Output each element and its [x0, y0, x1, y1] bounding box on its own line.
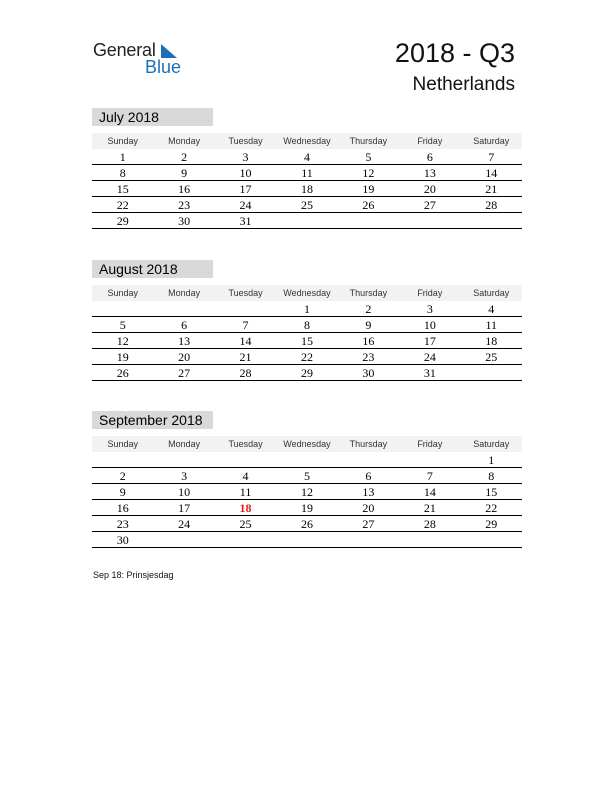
day-cell: 14 [423, 485, 436, 499]
day-cell: 1 [303, 302, 310, 316]
day-cell: 14 [239, 334, 252, 348]
day-cell: 10 [178, 485, 191, 499]
day-cell: 15 [300, 334, 313, 348]
day-cell: 15 [485, 485, 498, 499]
day-cell: 30 [116, 533, 129, 547]
weekday-label: Saturday [473, 136, 510, 146]
weekday-label: Sunday [107, 439, 138, 449]
day-cell: 8 [303, 318, 310, 332]
day-cell [399, 532, 460, 547]
day-cell [338, 532, 399, 547]
week-rows [92, 149, 522, 229]
day-cell: 3 [242, 150, 249, 164]
day-cell: 22 [300, 350, 313, 364]
week-row [92, 516, 522, 532]
day-cell: 26 [116, 366, 129, 380]
day-cell: 29 [300, 366, 313, 380]
day-cell: 30 [178, 214, 191, 228]
month-block-august [92, 260, 522, 381]
month-title: July 2018 [92, 108, 213, 126]
day-cell: 2 [181, 150, 188, 164]
day-cell: 17 [178, 501, 191, 515]
day-cell [153, 452, 214, 467]
week-row [92, 333, 522, 349]
day-cell: 25 [239, 517, 252, 531]
day-cell [153, 532, 214, 547]
country-name: Netherlands [412, 74, 515, 95]
day-cell: 28 [423, 517, 436, 531]
day-cell [399, 213, 460, 228]
day-cell: 25 [300, 198, 313, 212]
day-cell: 21 [239, 350, 252, 364]
weekday-label: Friday [417, 136, 443, 146]
day-cell: 13 [423, 166, 436, 180]
day-cell: 27 [362, 517, 375, 531]
weekday-header [92, 285, 522, 301]
day-cell: 24 [423, 350, 436, 364]
day-cell [215, 301, 276, 316]
month-block-september [92, 411, 522, 548]
day-cell: 4 [242, 469, 249, 483]
day-cell: 13 [362, 485, 375, 499]
day-cell: 26 [362, 198, 375, 212]
day-cell [215, 452, 276, 467]
weekday-label: Thursday [349, 136, 388, 146]
weekday-label: Thursday [349, 439, 388, 449]
day-cell: 12 [362, 166, 375, 180]
weekday-label: Monday [168, 439, 201, 449]
day-cell: 23 [116, 517, 129, 531]
day-cell [215, 532, 276, 547]
day-cell: 7 [242, 318, 249, 332]
weekday-label: Friday [417, 439, 443, 449]
week-row [92, 149, 522, 165]
day-cell: 31 [239, 214, 252, 228]
week-row [92, 165, 522, 181]
day-cell: 9 [119, 485, 126, 499]
day-cell [338, 452, 399, 467]
day-cell: 17 [239, 182, 252, 196]
holiday-day-cell: 18 [239, 501, 252, 515]
day-cell: 27 [423, 198, 436, 212]
day-cell [399, 452, 460, 467]
day-cell: 18 [485, 334, 498, 348]
weekday-label: Tuesday [228, 136, 263, 146]
day-cell: 27 [178, 366, 191, 380]
day-cell: 21 [485, 182, 498, 196]
day-cell: 16 [116, 501, 129, 515]
weekday-label: Thursday [349, 288, 388, 298]
day-cell: 6 [365, 469, 372, 483]
day-cell: 5 [303, 469, 310, 483]
day-cell: 22 [485, 501, 498, 515]
weekday-label: Sunday [107, 288, 138, 298]
weekday-label: Friday [417, 288, 443, 298]
weekday-label: Saturday [473, 439, 510, 449]
day-cell: 17 [423, 334, 436, 348]
generalblue-logo [93, 40, 193, 80]
day-cell: 22 [116, 198, 129, 212]
day-cell: 8 [488, 469, 495, 483]
day-cell: 2 [365, 302, 372, 316]
day-cell: 6 [181, 318, 188, 332]
week-row [92, 484, 522, 500]
holiday-note: Sep 18: Prinsjesdag [93, 570, 174, 580]
weekday-label: Saturday [473, 288, 510, 298]
weekday-label: Wednesday [283, 136, 331, 146]
day-cell: 8 [119, 166, 126, 180]
day-cell: 7 [426, 469, 433, 483]
weekday-header [92, 436, 522, 452]
week-row [92, 197, 522, 213]
day-cell: 23 [362, 350, 375, 364]
day-cell: 19 [300, 501, 313, 515]
day-cell [276, 213, 337, 228]
day-cell: 9 [181, 166, 188, 180]
day-cell: 15 [116, 182, 129, 196]
logo-text-blue: Blue [145, 57, 182, 77]
day-cell [461, 532, 522, 547]
week-rows [92, 452, 522, 548]
month-title: September 2018 [92, 411, 213, 429]
weekday-label: Monday [168, 288, 201, 298]
day-cell [276, 532, 337, 547]
weekday-label: Wednesday [283, 288, 331, 298]
weekday-label: Tuesday [228, 439, 263, 449]
day-cell: 23 [178, 198, 191, 212]
day-cell: 25 [485, 350, 498, 364]
day-cell: 5 [119, 318, 126, 332]
day-cell: 29 [116, 214, 129, 228]
day-cell [276, 452, 337, 467]
day-cell: 11 [301, 166, 313, 180]
week-rows [92, 301, 522, 381]
week-row [92, 317, 522, 333]
day-cell: 12 [300, 485, 313, 499]
day-cell: 16 [178, 182, 191, 196]
day-cell: 6 [426, 150, 433, 164]
day-cell: 19 [362, 182, 375, 196]
day-cell: 13 [178, 334, 191, 348]
day-cell: 24 [239, 198, 252, 212]
day-cell [461, 365, 522, 380]
day-cell: 14 [485, 166, 498, 180]
day-cell [92, 301, 153, 316]
day-cell: 4 [488, 302, 495, 316]
day-cell [461, 213, 522, 228]
day-cell: 19 [116, 350, 129, 364]
month-block-july [92, 108, 522, 229]
day-cell: 18 [300, 182, 313, 196]
day-cell: 11 [485, 318, 498, 332]
week-row [92, 468, 522, 484]
day-cell: 9 [365, 318, 372, 332]
day-cell: 3 [426, 302, 433, 316]
week-row [92, 349, 522, 365]
day-cell: 7 [488, 150, 495, 164]
month-title: August 2018 [92, 260, 213, 278]
day-cell: 11 [239, 485, 252, 499]
weekday-label: Tuesday [228, 288, 263, 298]
day-cell: 5 [365, 150, 372, 164]
day-cell: 1 [488, 453, 495, 467]
day-cell [92, 452, 153, 467]
day-cell: 3 [181, 469, 188, 483]
day-cell [338, 213, 399, 228]
day-cell: 29 [485, 517, 498, 531]
week-row [92, 181, 522, 197]
day-cell: 31 [423, 366, 436, 380]
page-title: 2018 - Q3 [394, 38, 515, 68]
day-cell: 10 [423, 318, 436, 332]
week-row [92, 452, 522, 468]
week-row [92, 500, 522, 516]
day-cell: 30 [362, 366, 375, 380]
weekday-header [92, 133, 522, 149]
day-cell: 20 [178, 350, 191, 364]
week-row [92, 532, 522, 548]
logo-text-general: General [93, 40, 156, 60]
day-cell: 16 [362, 334, 375, 348]
day-cell: 1 [119, 150, 126, 164]
day-cell: 26 [300, 517, 313, 531]
weekday-label: Monday [168, 136, 201, 146]
day-cell: 4 [303, 150, 310, 164]
day-cell: 20 [423, 182, 436, 196]
day-cell [153, 301, 214, 316]
week-row [92, 213, 522, 229]
week-row [92, 301, 522, 317]
day-cell: 28 [239, 366, 252, 380]
weekday-label: Sunday [107, 136, 138, 146]
day-cell: 2 [119, 469, 126, 483]
day-cell: 20 [362, 501, 375, 515]
day-cell: 10 [239, 166, 252, 180]
day-cell: 21 [423, 501, 436, 515]
weekday-label: Wednesday [283, 439, 331, 449]
week-row [92, 365, 522, 381]
day-cell: 24 [178, 517, 191, 531]
day-cell: 12 [116, 334, 129, 348]
day-cell: 28 [485, 198, 498, 212]
